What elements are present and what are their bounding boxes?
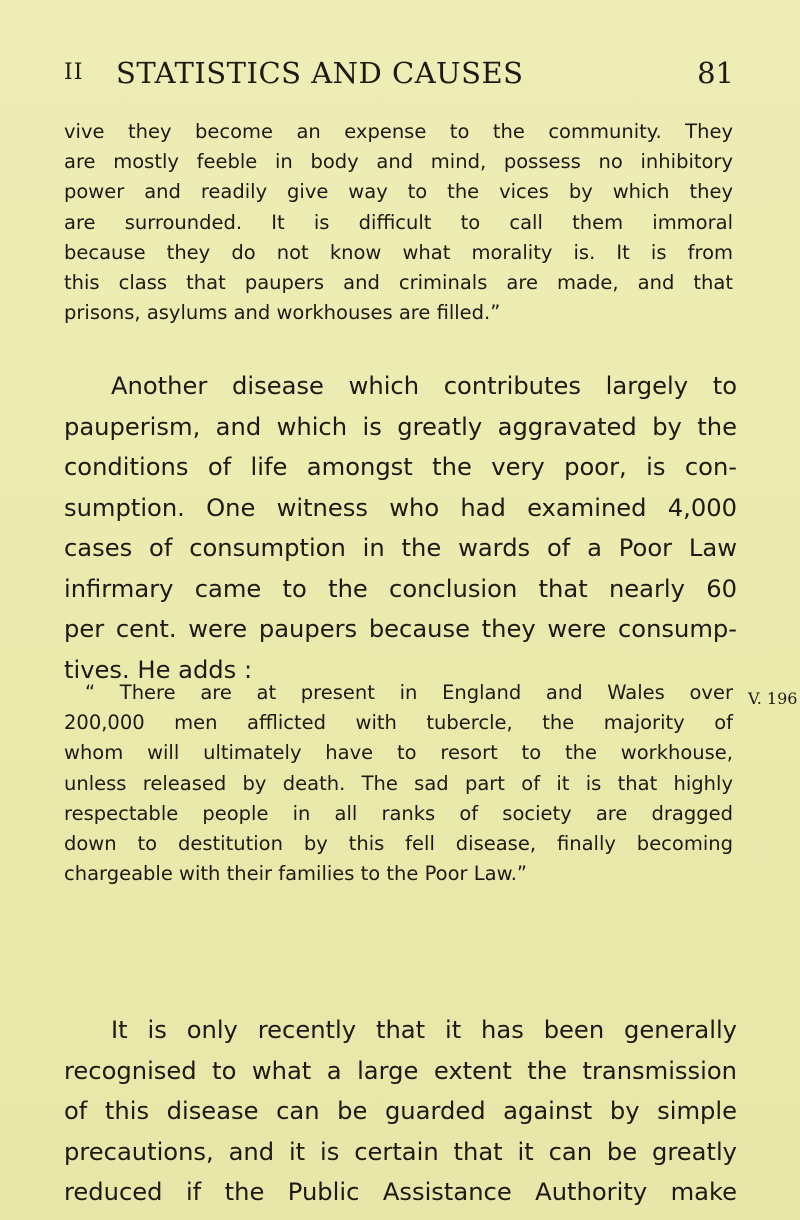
running-title: STATISTICS AND CAUSES (116, 56, 524, 90)
chapter-number: II (64, 60, 84, 85)
text-line: chargeable with their families to the Poor Law.” (64, 862, 528, 886)
paragraph-quote-continuation (64, 117, 733, 328)
text-line: whom will ultimately have to resort to the workhouse, (64, 741, 733, 765)
text-line: respectable people in all ranks of society are dragged (64, 801, 733, 825)
text-line: recognised to what a large extent the transmission (64, 1056, 737, 1085)
text-line: “ There are at present in England and Wales over (85, 681, 733, 704)
text-line: precautions, and it is certain that it can be greatly (64, 1137, 737, 1166)
paragraph-tubercle-quote (64, 678, 733, 889)
text-line: because they do not know what morality is. It is from (64, 240, 733, 264)
margin-reference: V. 196 (748, 689, 798, 708)
text-line: per cent. were paupers because they were consump- (64, 615, 737, 643)
text-line: power and readily give way to the vices by which they (64, 180, 733, 204)
text-line: unless released by death. The sad part of it is that highly (64, 771, 733, 795)
text-line: are mostly feeble in body and mind, possess no inhibitory (64, 150, 733, 174)
text-line: infirmary came to the conclusion that nearly 60 (64, 574, 737, 603)
text-line: conditions of life amongst the very poor, is con- (64, 453, 737, 481)
running-head (64, 56, 734, 96)
text-line: tives. He adds : (64, 655, 253, 684)
text-line: It is only recently that it has been generally (111, 1016, 737, 1044)
page-number: 81 (697, 56, 734, 90)
text-line: cases of consumption in the wards of a Poor Law (64, 534, 737, 562)
text-line: 200,000 men afflicted with tubercle, the majority of (64, 711, 733, 735)
text-line: vive they become an expense to the community. They (64, 120, 733, 143)
text-line: down to destitution by this fell disease, finally becoming (64, 832, 733, 856)
text-line: Another disease which contributes largely to (111, 372, 737, 400)
text-line: are surrounded. It is difficult to call them immoral (64, 210, 733, 234)
text-line: of this disease can be guarded against by simple (64, 1097, 737, 1125)
paragraph-transmission (64, 1010, 737, 1213)
text-line: prisons, asylums and workhouses are filled.” (64, 301, 501, 325)
text-line: sumption. One witness who had examined 4,000 (64, 493, 737, 522)
paragraph-consumption (64, 366, 737, 690)
text-line: reduced if the Public Assistance Authority make (64, 1178, 737, 1206)
text-line: this class that paupers and criminals are made, and that (64, 271, 733, 295)
text-line: pauperism, and which is greatly aggravated by the (64, 412, 737, 441)
